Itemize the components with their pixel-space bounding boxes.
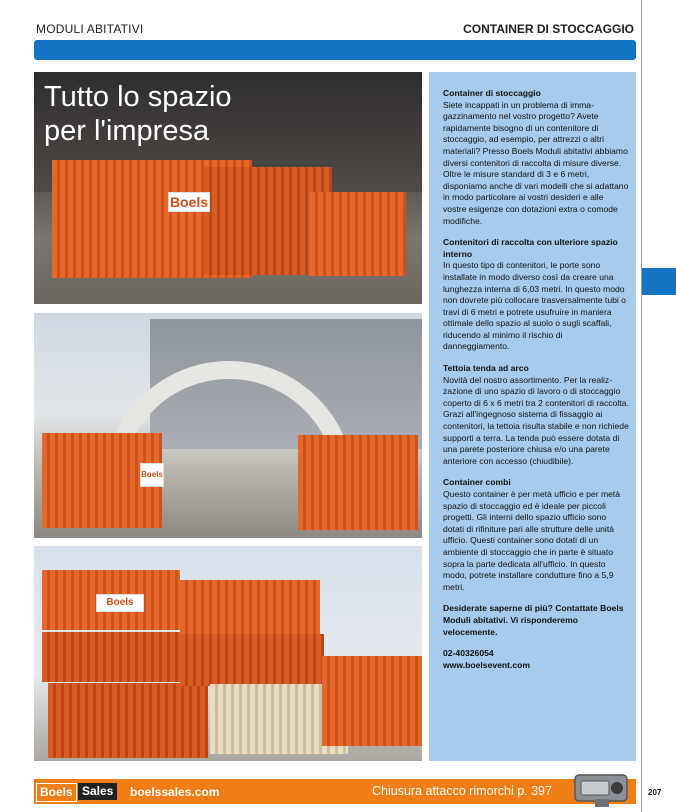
- section-heading: Contenitori di raccolta con ulteriore spazio interno: [443, 237, 618, 259]
- page-number: 207: [648, 788, 662, 797]
- section-title: MODULI ABITATIVI: [36, 22, 144, 36]
- photo-arch-tent: [34, 313, 422, 538]
- footer-brand-boels: Boels: [36, 783, 77, 802]
- website-link[interactable]: www.boelsevent.com: [443, 659, 531, 670]
- footer-cross-reference[interactable]: Chiusura attacco rimorchi p. 397: [372, 784, 552, 798]
- headline-line-2: per l'impresa: [44, 115, 210, 147]
- section-heading: Tettoia tenda ad arco: [443, 363, 529, 374]
- info-panel-content: [443, 88, 629, 671]
- contact-cta: Desiderate saperne di più? Contattate Boels Moduli abitativi. Vi risponderemo velocemente.: [443, 603, 624, 637]
- phone-number[interactable]: 02-40326054: [443, 648, 494, 659]
- footer-brand-sales: Sales: [78, 783, 117, 800]
- container-small: [310, 192, 406, 276]
- trailer-hitch-lock-icon: [571, 769, 633, 809]
- photo-container-stacks: [34, 546, 422, 761]
- container-stack-4: [180, 580, 320, 634]
- section-body: Siete incappati in un problema di imma-gazzinamento nel vostro progetto? Avete rapidamente bisogno di un contenitore di stoccaggio, ad esempio, per attrezzi o altri materiali? Presso Boels Moduli abitativi abbiamo diversi contenitori di raccolta di misure diverse. Oltre le misure standard di 3 e 6 metri, disponiamo anche di vari modelli che si adattano in modo particolare ai vostri desideri e alle vostre esigenze con dotazioni extra o comode modifiche.: [443, 99, 629, 226]
- boels-logo: Boels: [140, 463, 164, 487]
- photo-headline: [44, 80, 232, 148]
- page-edge-line: [641, 0, 642, 812]
- header-bar: [34, 40, 636, 60]
- container-stack-3: [48, 683, 208, 758]
- container-right: [298, 435, 418, 530]
- boels-logo: Boels: [96, 594, 144, 612]
- chapter-tab[interactable]: [642, 268, 676, 295]
- headline-line-1: Tutto lo spazio: [44, 81, 232, 113]
- section-body: In questo tipo di contenitori, le porte sono installate in modo diverso così da creare una lunghezza interna di 6,03 metri. In questo modo non dovrete più collocare trasversalmente tubi o travi di 6 metri e potrete usufruire in maniera ottimale dello spazio al suolo o sugli scaffali, riducendo al minimo il rischio di danneggiamento.: [443, 260, 626, 352]
- section-heading: Container di stoccaggio: [443, 88, 541, 98]
- page-heading: CONTAINER DI STOCCAGGIO: [463, 22, 634, 36]
- container-stack-6: [322, 656, 422, 746]
- section-body: Novità del nostro assortimento. Per la realiz-zazione di uno spazio di lavoro o di stoccaggio coperto di 6 x 6 metri tra 2 contenitori di raccolta. Grazi all'ingegnoso sistema di fissaggio ai contenitori, la tettoia risulta stabile e non richiede supporti a terra. La tenda può essere dotata di una parete posteriore chiusa e/o una parete anteriore con accesso (chiudibile).: [443, 374, 629, 466]
- container-stack-5: [180, 634, 324, 686]
- container-stack-2: [42, 632, 180, 682]
- section-heading: Container combi: [443, 477, 511, 488]
- section-body: Questo container è per metà ufficio e per metà spazio di stoccaggio ed è ideale per piccoli progetti. Gli interni dello spazio ufficio sono dotati di rifiniture pari alle strutture delle unità ufficio. Questi container sono dotati di un ambiente di stoccaggio che in parte è situato sopra la parte dedicata all'ufficio. In questo modo, potrete installare condutture fino a 5,9 metri.: [443, 489, 621, 592]
- boels-logo: Boels: [169, 194, 209, 210]
- photo-storage-containers: [34, 72, 422, 304]
- footer-url[interactable]: boelssales.com: [130, 785, 220, 799]
- info-panel: [429, 72, 636, 761]
